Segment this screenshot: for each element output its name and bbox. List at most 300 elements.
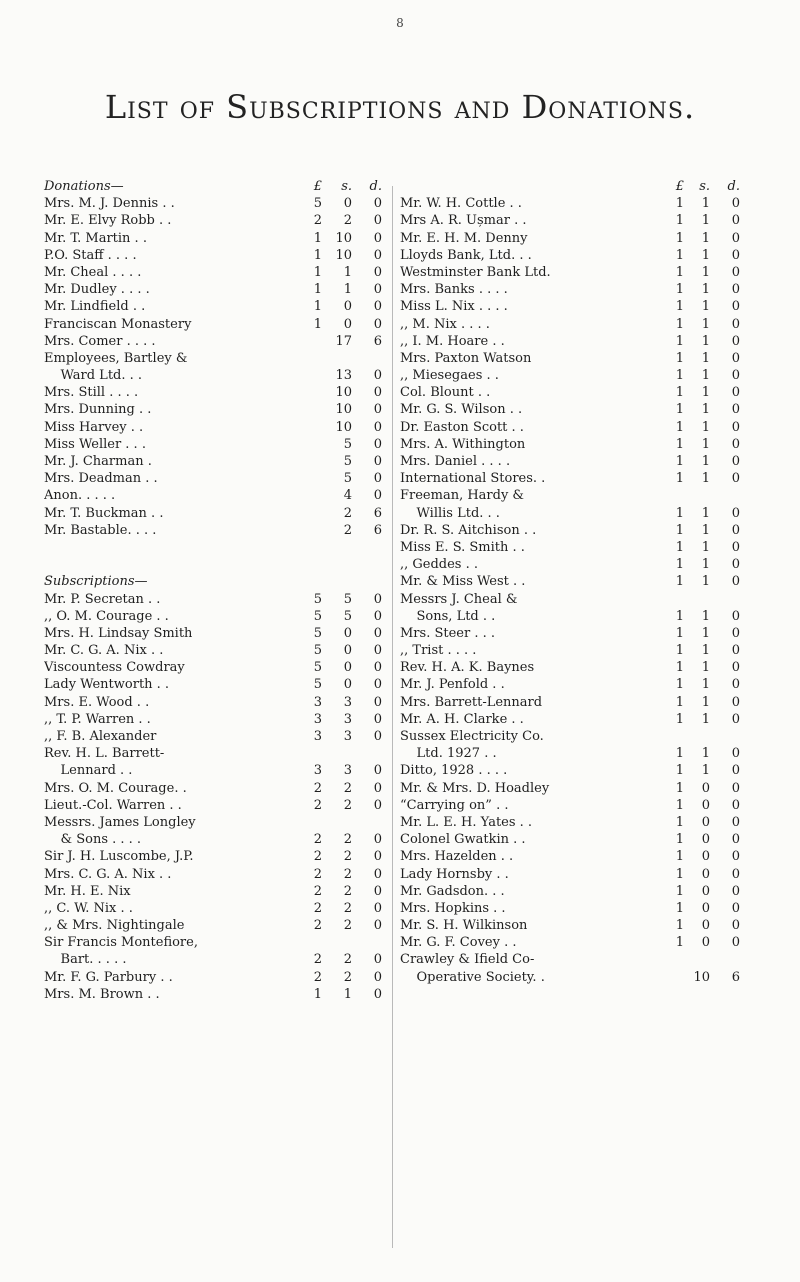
shillings-value: 1 (701, 247, 710, 263)
list-item (400, 625, 740, 642)
pounds-value: 3 (313, 694, 322, 710)
entry-name: ,, Geddes . . (400, 557, 479, 573)
shillings-value: 2 (343, 969, 352, 985)
pounds-value: 1 (675, 608, 684, 624)
pence-header: d. (727, 178, 740, 194)
pence-value (710, 487, 740, 504)
list-item (400, 762, 740, 779)
pounds-value: 1 (675, 849, 684, 865)
pence-value: 0 (373, 729, 382, 745)
pounds-value: 1 (675, 797, 684, 813)
entry-name: Sons, Ltd . . (400, 608, 496, 624)
shillings-value: 5 (343, 591, 352, 607)
entry-name: Franciscan Monastery (44, 316, 192, 332)
pence-value: 0 (731, 522, 740, 538)
pounds-value: 5 (313, 196, 322, 212)
shillings-header: s. (341, 178, 352, 194)
shillings-value: 0 (701, 900, 710, 916)
pounds-value: 5 (313, 643, 322, 659)
pence-value: 0 (731, 574, 740, 590)
pence-value: 0 (373, 230, 382, 246)
entry-name: ,, T. P. Warren . . (44, 711, 151, 727)
pounds-value: 2 (313, 213, 322, 229)
entry-name: Mrs. H. Lindsay Smith (44, 625, 193, 641)
pounds-value: 1 (675, 247, 684, 263)
list-item (400, 900, 740, 917)
list-item (400, 367, 740, 384)
list-item (44, 814, 382, 831)
pence-value: 0 (731, 454, 740, 469)
pounds-value: 1 (313, 299, 322, 315)
pence-value: 0 (373, 608, 382, 624)
entry-name: P.O. Staff . . . . (44, 247, 137, 263)
shillings-value (684, 951, 710, 968)
entry-name: Sir Francis Montefiore, (44, 935, 198, 951)
pence-value: 0 (373, 986, 382, 1002)
entry-name: Sir J. H. Luscombe, J.P. (44, 849, 194, 865)
entry-name: Crawley & Ifield Co- (400, 952, 535, 968)
entry-name: ,, Miesegaes . . (400, 368, 499, 384)
pence-header: d. (369, 178, 382, 194)
shillings-value: 1 (701, 539, 710, 555)
shillings-value: 1 (343, 986, 352, 1002)
entry-name: Mrs. Hopkins . . (400, 900, 506, 916)
list-item (44, 453, 382, 470)
pence-value: 0 (373, 264, 382, 280)
pounds-value (294, 814, 322, 831)
subscriptions-header-row (44, 573, 382, 590)
pence-value (352, 350, 382, 367)
shillings-value: 2 (343, 780, 352, 796)
pounds-value: 2 (313, 952, 322, 968)
pounds-value: 1 (675, 677, 684, 693)
list-item (400, 401, 740, 418)
entry-name: Mr. Lindfield . . (44, 299, 146, 315)
pence-value: 0 (731, 643, 740, 659)
list-item (400, 436, 740, 453)
pence-value: 0 (731, 539, 740, 555)
list-item (400, 814, 740, 831)
list-item (400, 848, 740, 865)
entry-name: Miss L. Nix . . . . (400, 299, 508, 315)
entry-name: Col. Blount . . (400, 385, 491, 401)
shillings-value: 0 (701, 832, 710, 848)
pounds-value (294, 934, 322, 951)
pence-value: 0 (731, 471, 740, 487)
pounds-value (294, 384, 322, 401)
pence-value: 6 (373, 522, 382, 538)
shillings-value: 10 (335, 230, 352, 246)
donations-list (44, 195, 382, 539)
shillings-value: 0 (343, 677, 352, 693)
list-item (44, 831, 382, 848)
shillings-value: 2 (343, 900, 352, 916)
entry-name: Mrs. Banks . . . . (400, 282, 508, 298)
pence-value: 0 (373, 247, 382, 263)
entry-name: Messrs. James Longley (44, 814, 196, 830)
pence-value: 0 (731, 505, 740, 521)
shillings-value: 1 (701, 213, 710, 229)
entry-name: Willis Ltd. . . (400, 505, 500, 521)
list-item (44, 436, 382, 453)
entry-name: Mr. J. Penfold . . (400, 677, 505, 693)
pence-value: 0 (373, 969, 382, 985)
pence-value: 0 (731, 196, 740, 212)
pounds-value: 1 (675, 505, 684, 521)
pence-value: 0 (731, 213, 740, 229)
shillings-value: 1 (701, 454, 710, 469)
entry-name: Ward Ltd. . . (44, 368, 143, 384)
list-item (400, 247, 740, 264)
shillings-value: 4 (343, 488, 352, 504)
shillings-value: 2 (343, 952, 352, 968)
pence-value: 0 (731, 230, 740, 246)
shillings-value: 1 (701, 368, 710, 384)
pence-value: 0 (731, 247, 740, 263)
shillings-value: 1 (701, 282, 710, 298)
shillings-value: 2 (343, 918, 352, 934)
pounds-value: 1 (313, 247, 322, 263)
pence-value: 0 (731, 316, 740, 332)
donations-header-row (44, 178, 382, 195)
pounds-value: 2 (313, 918, 322, 934)
shillings-value: 10 (335, 385, 352, 401)
subscriptions-heading: Subscriptions— (44, 574, 148, 590)
pence-value: 0 (731, 385, 740, 401)
list-item (44, 934, 382, 951)
list-item (400, 694, 740, 711)
entry-name: Mrs. Hazelden . . (400, 849, 514, 865)
shillings-value: 1 (701, 763, 710, 779)
pounds-value: 1 (675, 385, 684, 401)
pounds-value: 1 (313, 986, 322, 1002)
entry-name: Messrs J. Cheal & (400, 591, 518, 607)
pounds-value: 1 (675, 763, 684, 779)
shillings-value (322, 934, 352, 951)
entry-name: Employees, Bartley & (44, 350, 188, 366)
pence-value: 0 (373, 316, 382, 332)
pounds-value: 1 (675, 711, 684, 727)
entry-name: Mrs. Barrett-Lennard (400, 694, 543, 710)
shillings-value (684, 591, 710, 608)
pence-value: 0 (731, 660, 740, 676)
shillings-value: 2 (343, 883, 352, 899)
list-item (44, 969, 382, 986)
pounds-value: 1 (675, 832, 684, 848)
entry-name: Colonel Gwatkin . . (400, 832, 526, 848)
column-divider (392, 186, 393, 1248)
shillings-value: 1 (701, 299, 710, 315)
shillings-value: 1 (701, 316, 710, 332)
list-item (400, 573, 740, 590)
shillings-value: 0 (343, 299, 352, 315)
entry-name: Miss E. S. Smith . . (400, 539, 525, 555)
shillings-value: 1 (701, 230, 710, 246)
pounds-value: 1 (675, 282, 684, 298)
pence-value: 0 (731, 625, 740, 641)
list-item (400, 969, 740, 986)
entry-name: Mr. E. Elvy Robb . . (44, 213, 172, 229)
pounds-value: 2 (313, 797, 322, 813)
pounds-value: 5 (313, 660, 322, 676)
list-item (400, 470, 740, 487)
entry-name: Mr. E. H. M. Denny (400, 230, 528, 246)
list-item (44, 316, 382, 333)
list-item (400, 212, 740, 229)
list-item (400, 780, 740, 797)
pounds-value: 1 (675, 866, 684, 882)
pounds-header: £ (313, 178, 322, 194)
pounds-value (294, 401, 322, 418)
list-item (44, 522, 382, 539)
pounds-value: 1 (675, 522, 684, 538)
pence-value: 0 (731, 368, 740, 384)
pounds-value: 1 (675, 436, 684, 452)
shillings-value: 0 (343, 643, 352, 659)
entry-name: Mr. T. Martin . . (44, 230, 147, 246)
entry-name: ,, O. M. Courage . . (44, 608, 169, 624)
pence-value: 0 (731, 866, 740, 882)
entry-name: Lieut.-Col. Warren . . (44, 797, 182, 813)
pence-value: 0 (373, 454, 382, 469)
pounds-value: 1 (675, 299, 684, 315)
pence-value: 0 (731, 883, 740, 899)
shillings-value (684, 728, 710, 745)
pence-value: 0 (373, 952, 382, 968)
pence-value (352, 745, 382, 762)
pounds-value (294, 522, 322, 539)
entry-name: International Stores. . (400, 471, 546, 487)
entry-name: ,, & Mrs. Nightingale (44, 918, 185, 934)
entry-name: Mrs. Daniel . . . . (400, 454, 511, 469)
pence-value (710, 728, 740, 745)
pounds-value: 1 (675, 557, 684, 573)
entry-name: Mrs. C. G. A. Nix . . (44, 866, 172, 882)
pence-value: 0 (373, 677, 382, 693)
pence-value: 0 (731, 918, 740, 934)
pounds-value: 1 (675, 230, 684, 246)
pence-value: 0 (731, 780, 740, 796)
shillings-value: 1 (701, 350, 710, 366)
entry-name: Dr. R. S. Aitchison . . (400, 522, 537, 538)
shillings-value: 0 (701, 866, 710, 882)
page-number: 8 (396, 16, 404, 30)
shillings-value: 0 (343, 196, 352, 212)
entry-name: Operative Society. . (400, 969, 545, 985)
pounds-value: 1 (675, 402, 684, 418)
pence-value: 0 (373, 797, 382, 813)
entry-name: Mrs. Deadman . . (44, 471, 158, 487)
pounds-value: 5 (313, 608, 322, 624)
list-item (400, 384, 740, 401)
list-item (44, 591, 382, 608)
shillings-value: 1 (701, 660, 710, 676)
pounds-value: 1 (675, 539, 684, 555)
shillings-value: 1 (701, 505, 710, 521)
list-item (400, 230, 740, 247)
list-item (400, 281, 740, 298)
entry-name: Anon. . . . . (44, 488, 116, 504)
entry-name: Sussex Electricity Co. (400, 729, 544, 744)
entry-name: Mrs. Steer . . . (400, 625, 495, 641)
list-item (44, 883, 382, 900)
shillings-value: 0 (701, 935, 710, 951)
entry-name: Ditto, 1928 . . . . (400, 763, 508, 779)
left-column (44, 178, 382, 1003)
pence-value: 0 (373, 832, 382, 848)
pounds-value: 3 (313, 729, 322, 745)
pence-value: 0 (731, 419, 740, 435)
entry-name: Mr. & Miss West . . (400, 574, 526, 590)
page-title: List of Subscriptions and Donations. (104, 88, 696, 126)
pence-value: 0 (373, 436, 382, 452)
entry-name: ,, M. Nix . . . . (400, 316, 490, 332)
list-item (44, 401, 382, 418)
pounds-value: 1 (313, 282, 322, 298)
entry-name: Miss Harvey . . (44, 419, 144, 435)
list-item (400, 522, 740, 539)
pence-value: 0 (731, 797, 740, 813)
entry-name: Mr. A. H. Clarke . . (400, 711, 524, 727)
shillings-value: 0 (701, 918, 710, 934)
pounds-value (668, 969, 684, 986)
pounds-value (294, 350, 322, 367)
list-item (400, 917, 740, 934)
pence-value: 0 (373, 591, 382, 607)
pence-value: 0 (731, 746, 740, 762)
pounds-value: 1 (675, 574, 684, 590)
shillings-value: 0 (701, 780, 710, 796)
entry-name: Lady Hornsby . . (400, 866, 509, 882)
list-item (44, 694, 382, 711)
shillings-value: 5 (343, 436, 352, 452)
entry-name: Lloyds Bank, Ltd. . . (400, 247, 532, 263)
pence-value (352, 934, 382, 951)
shillings-value: 1 (701, 557, 710, 573)
entry-name: Mr. L. E. H. Yates . . (400, 814, 533, 830)
entry-name: Mr. Cheal . . . . (44, 264, 142, 280)
entry-name: Mr. F. G. Parbury . . (44, 969, 173, 985)
list-item (44, 762, 382, 779)
pence-value: 6 (373, 505, 382, 521)
right-list (400, 195, 740, 986)
shillings-value: 1 (701, 711, 710, 727)
list-item (44, 986, 382, 1003)
entry-name: Mrs A. R. Ușmar . . (400, 213, 527, 229)
shillings-value: 10 (335, 247, 352, 263)
pence-value: 0 (373, 402, 382, 418)
shillings-value: 1 (701, 694, 710, 710)
shillings-value: 1 (701, 196, 710, 212)
entry-name: Lady Wentworth . . (44, 677, 170, 693)
pounds-value: 3 (313, 711, 322, 727)
pounds-value: 1 (675, 780, 684, 796)
list-item (400, 951, 740, 968)
list-item (400, 883, 740, 900)
pounds-value: 1 (675, 213, 684, 229)
list-item (400, 298, 740, 315)
entry-name: Mr. Dudley . . . . (44, 282, 150, 298)
shillings-header: s. (699, 178, 710, 194)
list-item (400, 866, 740, 883)
shillings-value: 1 (701, 643, 710, 659)
entry-name: & Sons . . . . (44, 832, 142, 848)
list-item (44, 900, 382, 917)
pence-value: 0 (373, 419, 382, 435)
list-item (44, 505, 382, 522)
shillings-value: 0 (701, 883, 710, 899)
entry-name: Miss Weller . . . (44, 436, 146, 452)
shillings-value: 1 (701, 522, 710, 538)
shillings-value: 1 (701, 333, 710, 349)
list-item (44, 212, 382, 229)
entry-name: Mr. Gadsdon. . . (400, 883, 505, 899)
entry-name: Ltd. 1927 . . (400, 746, 497, 762)
pence-value: 0 (373, 694, 382, 710)
pence-value: 0 (373, 780, 382, 796)
shillings-value: 1 (701, 419, 710, 435)
pounds-value: 1 (675, 454, 684, 469)
list-item (400, 608, 740, 625)
shillings-value: 5 (343, 608, 352, 624)
pence-value: 0 (373, 282, 382, 298)
entry-name: Mrs. E. Wood . . (44, 694, 150, 710)
shillings-value: 13 (335, 368, 352, 384)
pounds-value: 1 (675, 333, 684, 349)
shillings-value: 1 (701, 264, 710, 280)
pounds-value: 1 (675, 316, 684, 332)
pence-value: 0 (373, 763, 382, 779)
pounds-value (294, 333, 322, 350)
entry-name: Lennard . . (44, 763, 133, 779)
list-item (44, 264, 382, 281)
entry-name: Rev. H. L. Barrett- (44, 746, 165, 762)
entry-name: Mrs. Still . . . . (44, 385, 139, 401)
pence-value: 0 (731, 557, 740, 573)
list-item (44, 780, 382, 797)
entry-name: Mrs. Dunning . . (44, 402, 152, 418)
list-item (44, 350, 382, 367)
pence-value: 0 (731, 299, 740, 315)
list-item (44, 384, 382, 401)
list-item (400, 419, 740, 436)
shillings-value: 2 (343, 832, 352, 848)
pounds-value (294, 453, 322, 470)
pence-value: 0 (731, 935, 740, 951)
list-item (400, 711, 740, 728)
pence-value: 0 (373, 196, 382, 212)
shillings-value: 2 (343, 797, 352, 813)
entry-name: ,, Trist . . . . (400, 643, 477, 659)
pence-value: 0 (731, 677, 740, 693)
pounds-value: 2 (313, 883, 322, 899)
entry-name: Mr. & Mrs. D. Hoadley (400, 780, 550, 796)
shillings-value: 2 (343, 522, 352, 538)
pence-value: 0 (731, 694, 740, 710)
right-header-row (400, 178, 740, 195)
entry-name: Mr. W. H. Cottle . . (400, 196, 522, 212)
pounds-value: 5 (313, 677, 322, 693)
entry-name: Westminster Bank Ltd. (400, 264, 551, 280)
shillings-value: 2 (343, 213, 352, 229)
list-item (400, 642, 740, 659)
pence-value: 0 (373, 299, 382, 315)
list-item (44, 676, 382, 693)
pence-value: 0 (731, 814, 740, 830)
entry-name: Dr. Easton Scott . . (400, 419, 524, 435)
entry-name: Mr. P. Secretan . . (44, 591, 161, 607)
pence-value: 0 (373, 900, 382, 916)
